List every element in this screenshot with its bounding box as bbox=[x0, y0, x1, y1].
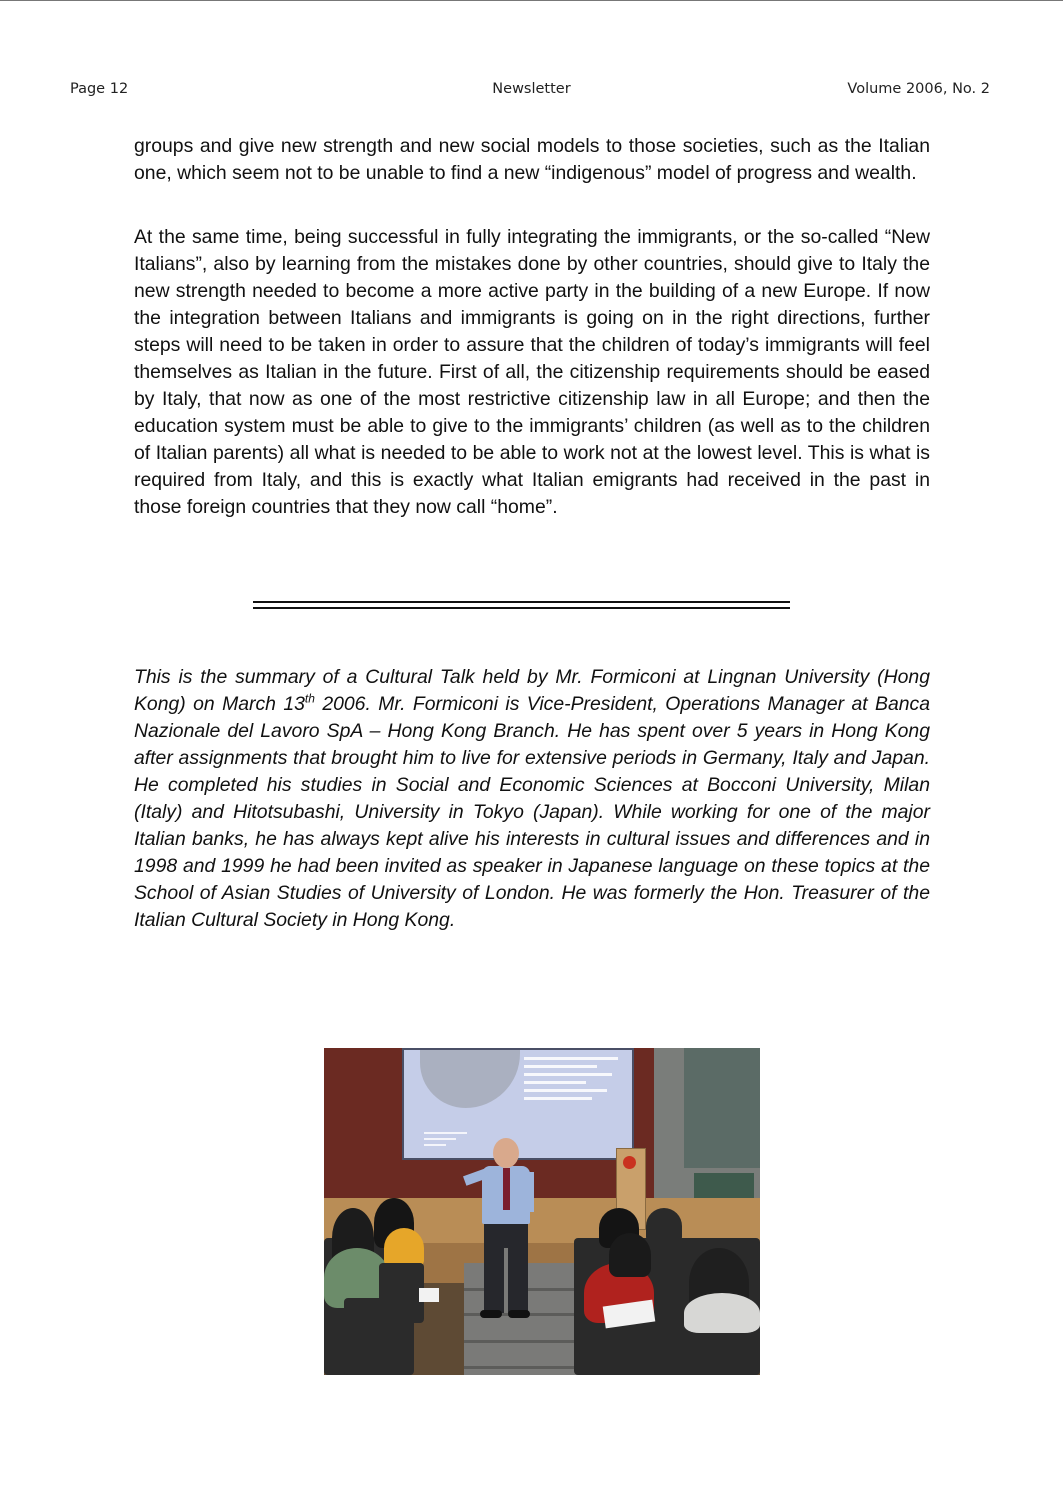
article-paragraph-2: At the same time, being successful in fully integrating the immigrants, or the so-called “New Italians”, also by learning from the mistakes done by other countries, should give to Italy the new strength needed to become a more active party in the building of a new Europe. If now the integration between Italians and immigrants is going on in the right directions, further steps will need to be taken in order to assure that the children of today’s immigrants will feel themselves as Italian in the future. First of all, the citizenship requirements should be eased by Italy, that now as one of the most restrictive citizenship law in all Europe; and then the education system must be able to give to the immigrants’ children (as well as to the children of Italian parents) all what is needed to be able to work not at the lowest level. This is what is required from Italy, and this is exactly what Italian emigrants had received in the past in those foreign countries that they now call “home”. bbox=[134, 226, 930, 518]
speaker-shoe-right bbox=[508, 1310, 530, 1318]
top-border-rule bbox=[0, 0, 1063, 1]
section-divider-bottom-line bbox=[253, 607, 790, 609]
lectern-emblem bbox=[623, 1156, 636, 1169]
speaker-leg-gap bbox=[504, 1248, 508, 1313]
bio-text-start: This is the summary of a Cultural Talk held by Mr. Formiconi at Lingnan University (Hong Kong) on March 13 bbox=[134, 666, 930, 715]
speaker-head bbox=[493, 1138, 519, 1168]
speaker-bio bbox=[134, 664, 930, 934]
volume-label: Volume 2006, No. 2 bbox=[847, 81, 990, 97]
paper-sheet bbox=[419, 1288, 439, 1302]
bio-ordinal-suffix: th bbox=[304, 691, 315, 706]
lecture-photo bbox=[324, 1048, 760, 1375]
section-divider-top-line bbox=[253, 601, 790, 603]
projected-text-lines bbox=[524, 1052, 628, 1122]
page-number: Page 12 bbox=[70, 81, 129, 97]
bio-text-end: 2006. Mr. Formiconi is Vice-President, Operations Manager at Banca Nazionale del Lavoro SpA – Hong Kong Branch. He has spent over 5 years in Hong Kong after assignments that brought him to live for extensive periods in Germany, Italy and Japan. He completed his studies in Social and Economic Sciences at Bocconi University, Milan (Italy) and Hitotsubashi, University in Tokyo (Japan). While working for one of the major Italian banks, he has always kept alive his interests in cultural issues and differences and in 1998 and 1999 he had been invited as speaker in Japanese language on these topics at the School of Asian Studies of University of London. He was formerly the Hon. Treasurer of the Italian Cultural Society in Hong Kong. bbox=[134, 693, 931, 931]
photo-wall-panel bbox=[684, 1048, 760, 1168]
speaker-tie bbox=[503, 1168, 510, 1210]
audience-member bbox=[609, 1233, 651, 1277]
article-paragraph-1: groups and give new strength and new social models to those societies, such as the Italian one, which seem not to be unable to find a new “indigenous” model of progress and wealth. bbox=[134, 135, 930, 184]
audience-member bbox=[646, 1208, 682, 1244]
speaker-arm-right bbox=[524, 1172, 534, 1212]
seat bbox=[344, 1298, 414, 1375]
speaker-shoe-left bbox=[480, 1310, 502, 1318]
audience-member bbox=[684, 1293, 760, 1333]
audience-member bbox=[384, 1228, 424, 1268]
projected-caption-lines bbox=[424, 1128, 478, 1146]
newsletter-title: Newsletter bbox=[492, 81, 571, 97]
